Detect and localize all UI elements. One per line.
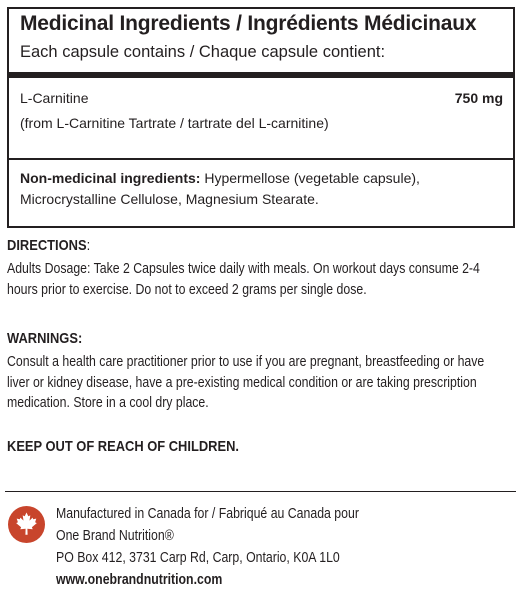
directions-colon: : [86,237,91,254]
manufacturer-line-1: Manufactured in Canada for / Fabriqué au Canada pour [56,505,359,522]
keep-out-warning: KEEP OUT OF REACH OF CHILDREN. [7,438,239,455]
ingredient-amount: 750 mg [454,90,503,106]
manufacturer-line-2: One Brand Nutrition® [56,527,174,544]
panel-title: Medicinal Ingredients / Ingrédients Médicinaux [20,12,477,35]
non-medicinal-text: Hypermellose (vegetable capsule), Microcrystalline Cellulose, Magnesium Stearate. [20,170,420,207]
manufacturer-address: PO Box 412, 3731 Carp Rd, Carp, Ontario, K0A 1L0 [56,549,340,566]
non-medicinal-label: Non-medicinal ingredients: [20,170,201,186]
panel-subtitle: Each capsule contains / Chaque capsule contient: [20,43,386,61]
footer-divider [5,491,516,492]
directions-heading-text: DIRECTIONS [7,237,87,254]
ingredient-name: L-Carnitine [20,90,89,106]
directions-text: Adults Dosage: Take 2 Capsules twice daily with meals. On workout days consume 2-4 hours prior to exercise. Do not to exceed 2 grams per single dose. [7,260,480,298]
website-link[interactable]: www.onebrandnutrition.com [56,571,223,588]
maple-leaf-icon [8,506,45,543]
directions-heading [7,237,90,254]
warnings-text: Consult a health care practitioner prior to use if you are pregnant, breastfeeding or have liver or kidney disease, have a pre-existing medical condition or are taking prescription medication. Store in a cool dry place. [7,353,485,411]
medicinal-ingredients-panel [7,7,515,228]
warnings-heading: WARNINGS: [7,330,83,347]
non-medicinal-ingredients [20,168,500,209]
thick-divider [9,72,513,78]
ingredient-source: (from L-Carnitine Tartrate / tartrate del L-carnitine) [20,115,329,131]
manufacturer-info [56,503,515,591]
thin-divider [9,158,513,160]
